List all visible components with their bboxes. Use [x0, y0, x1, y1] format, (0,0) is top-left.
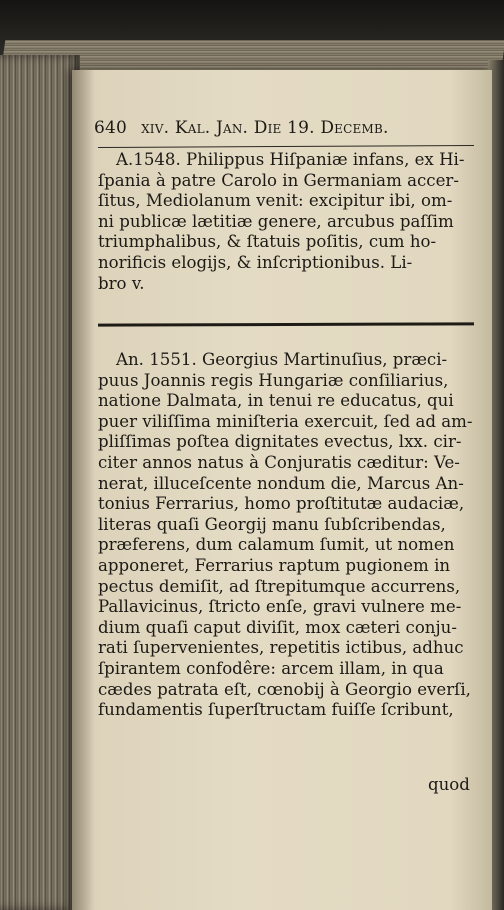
entry-1548 — [98, 150, 478, 294]
running-header — [94, 118, 389, 138]
text-line: ſpania à patre Carolo in Germaniam accer- — [98, 170, 459, 190]
page-number: 640 — [94, 118, 128, 138]
text-line: norificis elogijs, & inſcriptionibus. Li- — [98, 252, 413, 272]
text-line: dium quaſi caput diviſit, mox cæteri conju- — [98, 617, 457, 637]
text-line: natione Dalmata, in tenui re educatus, qui — [98, 391, 454, 411]
text-line: ſpirantem confodêre: arcem illam, in qua — [98, 658, 444, 678]
text-line: An. 1551. Georgius Martinuſius, præci- — [116, 350, 448, 369]
text-line: pectus demiſit, ad ſtrepitumque accurrens, — [98, 576, 461, 596]
page-stack-left-edge — [0, 55, 80, 910]
text-line: bro v. — [98, 273, 145, 293]
text-line: puer viliſſima miniſteria exercuit, ſed ad am- — [98, 411, 473, 431]
text-line: tonius Ferrarius, homo proſtitutæ audaciæ, — [98, 494, 465, 514]
text-line: ſitus, Mediolanum venit: excipitur ibi, om- — [98, 191, 453, 211]
text-line: nerat, illuceſcente nondum die, Marcus An- — [98, 473, 464, 493]
text-line: citer annos natus à Conjuratis cæditur: Ve- — [98, 452, 460, 472]
catchword: quod — [428, 775, 470, 794]
text-line: pliſſimas poſtea dignitates evectus, lxx. cir- — [98, 432, 462, 452]
text-line: fundamentis ſuperſtructam fuiſſe ſcribunt, — [98, 700, 454, 720]
text-line: puus Joannis regis Hungariæ conſiliarius, — [98, 370, 449, 390]
text-line: ni publicæ lætitiæ genere, arcubus paſſim — [98, 211, 454, 231]
text-line: cædes patrata eſt, cœnobij à Georgio everſi, — [98, 679, 471, 699]
text-line: A.1548. Philippus Hiſpaniæ infans, ex Hi- — [116, 150, 465, 169]
text-line: apponeret, Ferrarius raptum pugionem in — [98, 555, 451, 575]
entry-1551 — [98, 350, 478, 721]
text-line: rati ſupervenientes, repetitis ictibus, adhuc — [98, 638, 464, 658]
text-line: Pallavicinus, ſtricto enſe, gravi vulnere me- — [98, 597, 462, 617]
text-line: præferens, dum calamum ſumit, ut nomen — [98, 535, 455, 555]
spine-shadow — [72, 70, 94, 910]
running-head-title: xiv. Kal. Jan. Die 19. Decemb. — [141, 118, 389, 138]
text-line: literas quaſi Georgij manu ſubſcribendas, — [98, 514, 446, 534]
text-line: triumphalibus, & ſtatuis poſitis, cum ho- — [98, 232, 437, 252]
